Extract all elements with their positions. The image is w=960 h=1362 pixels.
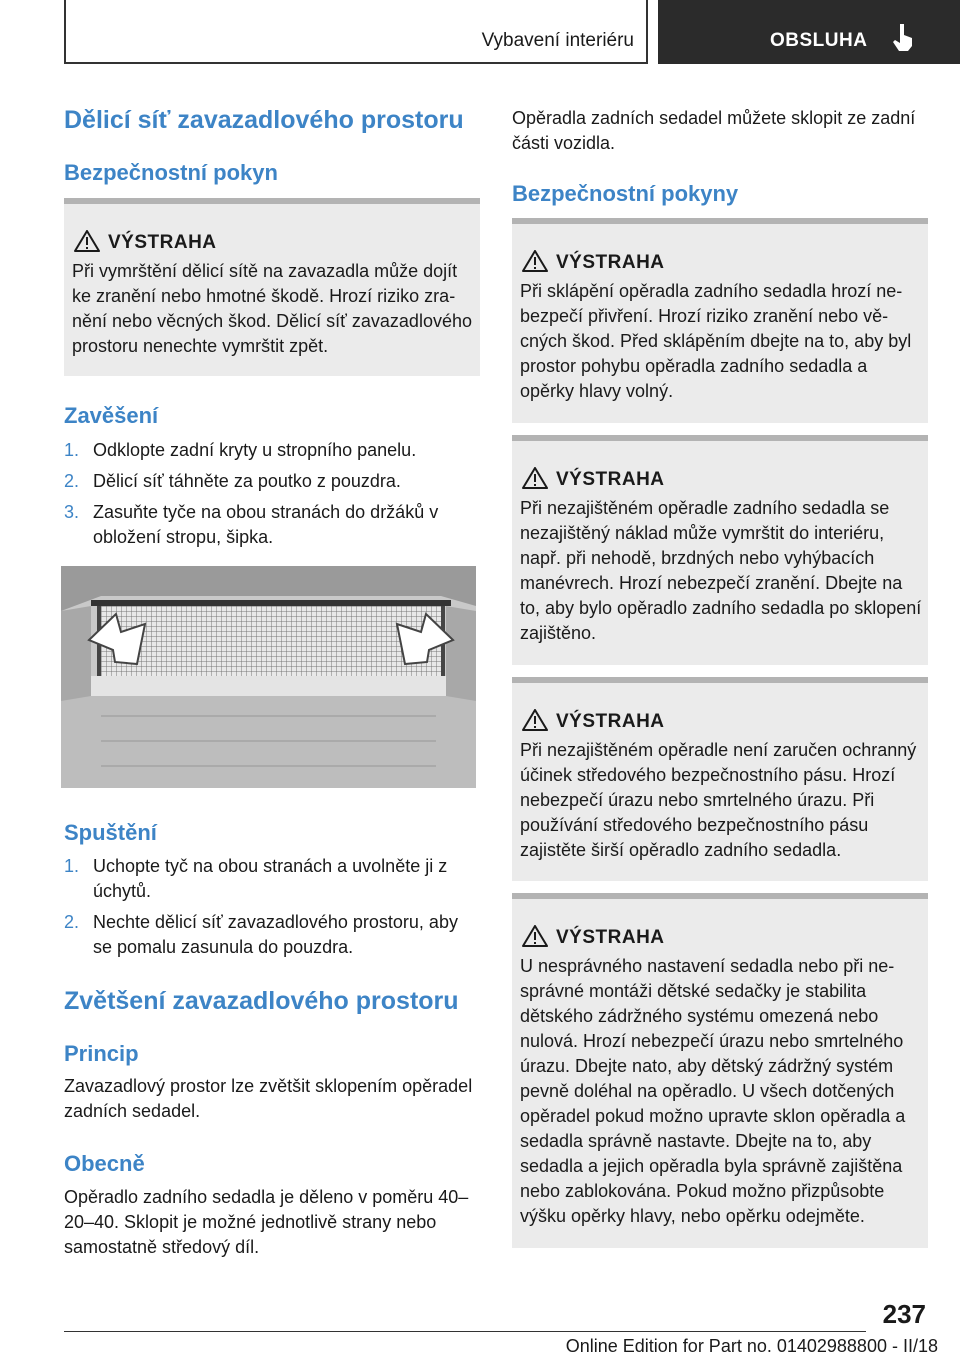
- warning-label: VÝSTRAHA: [556, 252, 665, 273]
- list-item: 2. Nechte dělicí síť zavazadlového prostoru, aby se pomalu zasunula do pouzdra.: [64, 912, 458, 957]
- chapter-title: OBSLUHA: [770, 30, 868, 51]
- warning-text: Při nezajištěném opěradle není zaručen ochranný účinek středového bezpečnostního pásu. Hrozí nebezpečí úrazu nebo smrtelného úrazu. Při používání středového bezpečnostního pásu zajistěte širší opěradlo zadního sedadla.: [520, 740, 917, 860]
- warning-text: Při vymrštění dělicí sítě na zavazadla může dojít ke zranění nebo hmotné škodě. Hrozí riziko zranění nebo věcných škod. Dělicí síť zavazadlového prostoru nenechte vymrštit zpět.: [72, 261, 472, 356]
- warning-label: VÝSTRAHA: [556, 711, 665, 732]
- warning-box: [64, 198, 480, 376]
- subheading-safety: Bezpečnostní pokyn: [64, 160, 278, 185]
- principle-text: Zavazadlový prostor lze zvětšit sklopením opěradel zadních sedadel.: [64, 1076, 473, 1121]
- intro-text: Opěradla zadních sedadel můžete sklopit ze zadní části vozidla.: [512, 108, 916, 153]
- warning-box: [512, 677, 928, 881]
- subheading-principle: Princip: [64, 1041, 139, 1066]
- subheading-safety-right: Bezpečnostní pokyny: [512, 181, 739, 206]
- release-steps: [64, 854, 480, 966]
- warning-label: VÝSTRAHA: [108, 232, 217, 253]
- warning-triangle-icon: [522, 250, 548, 272]
- warning-text: Při nezajištěném opěradle zadního sedadla se nezajištěný náklad může vymrštit do interiéru, např. při nehodě, brzdných nebo vyhýbacích manévrech. Hrozí nebezpečí zranění. Dbejte na to, aby bylo opěradlo zadního sedadla po sklopení zajištěno.: [520, 498, 922, 643]
- warning-triangle-icon: [522, 467, 548, 489]
- list-item: 1. Uchopte tyč na obou stranách a uvolněte ji z úchytů.: [64, 856, 448, 901]
- subheading-hanging: Zavěšení: [64, 403, 159, 428]
- section-title: Vybavení interiéru: [481, 30, 634, 51]
- list-item: 1. Odklopte zadní kryty u stropního panelu.: [64, 440, 417, 460]
- warning-label: VÝSTRAHA: [556, 927, 665, 948]
- section-title-net: Dělicí síť zavazadlového prostoru: [64, 106, 464, 134]
- warning-box: [512, 893, 928, 1248]
- subheading-general: Obecně: [64, 1151, 145, 1176]
- warning-box: [512, 435, 928, 665]
- hand-pointer-icon: [892, 22, 916, 52]
- hanging-steps: [64, 438, 480, 556]
- list-item: 2. Dělicí síť táhněte za poutko z pouzdra.: [64, 471, 401, 491]
- warning-triangle-icon: [74, 230, 100, 252]
- edition-note: Online Edition for Part no. 01402988800 - II/18: [565, 1336, 938, 1356]
- warning-text: U nesprávného nastavení sedadla nebo při nesprávné montáži dětské sedačky je stabilita dětského zádržného systému omezená nebo nulová. Hrozí nebezpečí úrazu nebo smrtelného úrazu. Dbejte nato, aby dětský zádržný systém pevně doléhal na opěradlo. U všech dotčených opěradel pokud možno upravte sklon opěradla a sedadla správně nastavte. Dbejte na to, aby sedadla a jejich opěradla byla správně zajištěna nebo zablokována. Pokud možno přizpůsobte výšku opěrky hlavy, nebo opěrku odejměte.: [520, 956, 906, 1226]
- cargo-net-illustration: [61, 566, 476, 788]
- warning-text: Při sklápění opěradla zadního sedadla hrozí nebezpečí přivření. Hrozí riziko zranění nebo věcných škod. Před sklápěním dbejte na to, aby byl prostor pohybu opěradla zadního sedadla a opěrky hlavy volný.: [520, 281, 912, 401]
- general-text: Opěradlo zadního sedadla je děleno v poměru 40–20–40. Sklopit je možné jednotlivě strany nebo samostatně středový díl.: [64, 1187, 469, 1257]
- section-title-enlarge: Zvětšení zavazadlového prostoru: [64, 987, 459, 1015]
- header-section-box: [64, 0, 648, 64]
- header-chapter-box: [658, 0, 960, 64]
- warning-box: [512, 218, 928, 423]
- warning-label: VÝSTRAHA: [556, 469, 665, 490]
- footer-divider: [64, 1331, 866, 1332]
- warning-triangle-icon: [522, 709, 548, 731]
- subheading-release: Spuštění: [64, 820, 157, 845]
- page-number: 237: [882, 1299, 926, 1329]
- list-item: 3. Zasuňte tyče na obou stranách do držáků v obložení stropu, šipka.: [64, 502, 439, 547]
- warning-triangle-icon: [522, 925, 548, 947]
